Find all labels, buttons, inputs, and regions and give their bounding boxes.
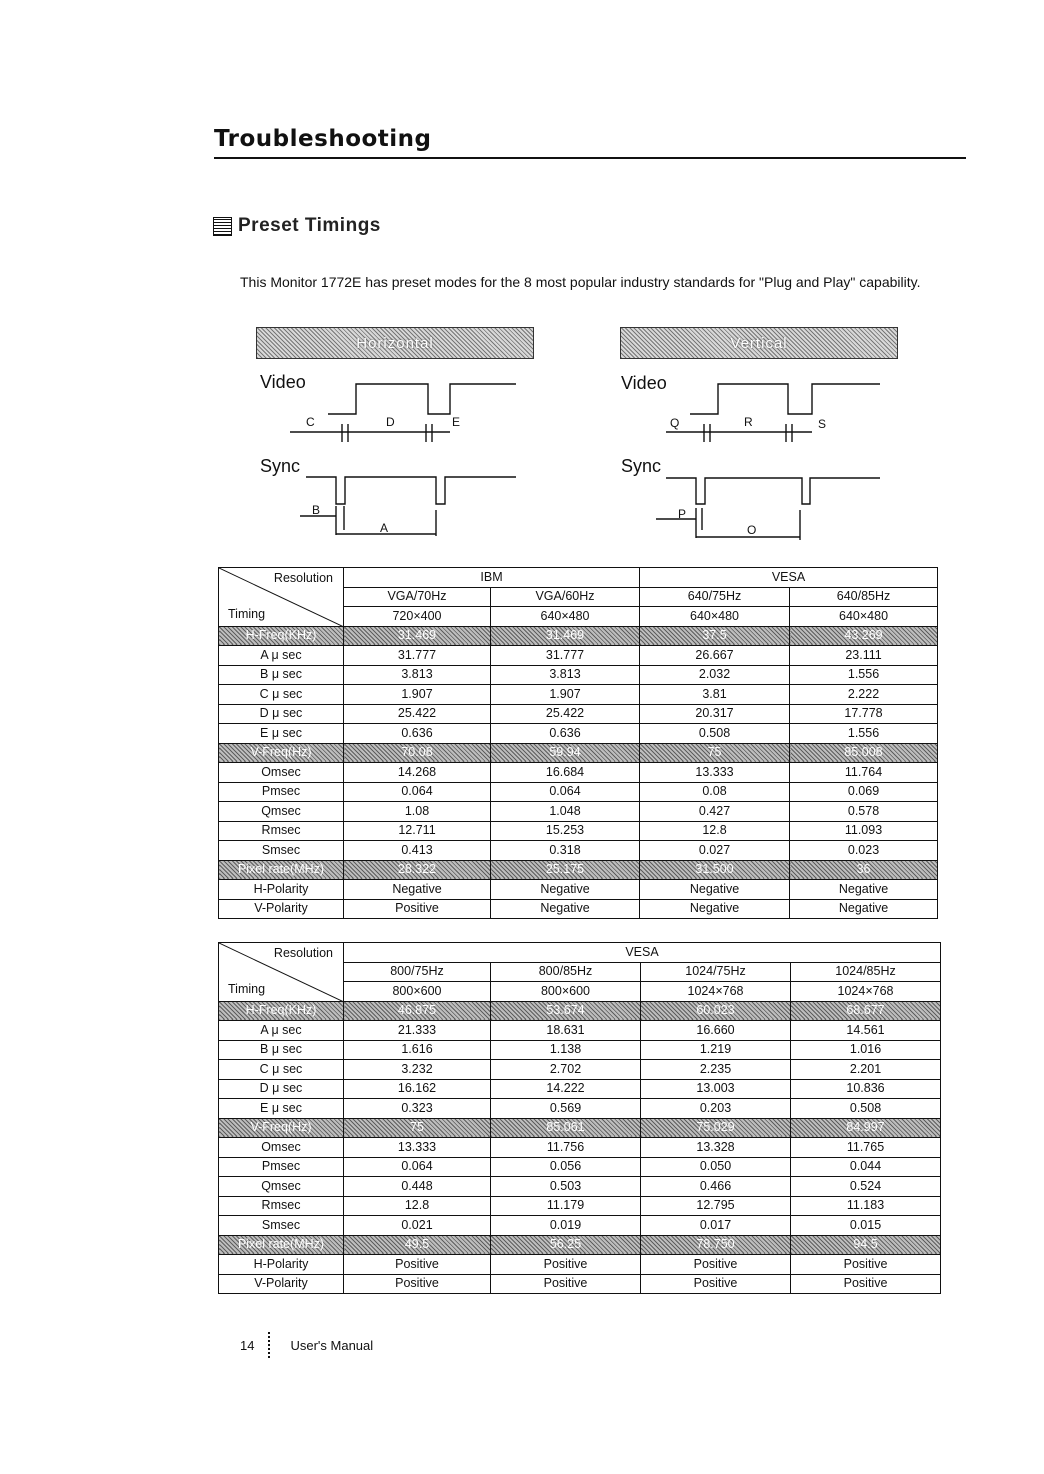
vertical-band-label: Vertical	[730, 334, 788, 352]
table-cell: Negative	[344, 880, 491, 900]
label-b: B	[312, 503, 321, 517]
row-label: H-Polarity	[219, 1255, 344, 1275]
table-cell: 1.016	[791, 1040, 941, 1060]
table-corner	[219, 943, 344, 1002]
vertical-sync-waveform	[666, 478, 880, 504]
table-cell: 0.044	[791, 1157, 941, 1177]
row-label: H-Polarity	[219, 880, 344, 900]
row-label: Pmsec	[219, 782, 344, 802]
table-cell: 2.201	[791, 1060, 941, 1080]
table-cell: 3.813	[491, 665, 640, 685]
table-row	[219, 626, 938, 646]
horizontal-video-label: Video	[260, 372, 306, 392]
table-cell: Negative	[790, 899, 938, 919]
horizontal-timing-diagram	[270, 370, 530, 550]
table-cell: 31.500	[640, 860, 790, 880]
table-cell: 0.064	[491, 782, 640, 802]
horizontal-sync-waveform	[306, 477, 516, 504]
table-row	[219, 704, 938, 724]
table-cell: 3.81	[640, 685, 790, 705]
table-cell: 0.448	[344, 1177, 491, 1197]
table-cell: 0.508	[791, 1099, 941, 1119]
table-cell: 78.750	[641, 1235, 791, 1255]
table-row	[219, 1060, 941, 1080]
vertical-video-waveform	[690, 384, 880, 414]
table-cell: Positive	[641, 1255, 791, 1275]
table-cell: 1.907	[344, 685, 491, 705]
table-cell: 12.711	[344, 821, 491, 841]
title-rule	[214, 157, 966, 159]
horizontal-sync-label: Sync	[260, 456, 301, 476]
table-cell: 16.684	[491, 763, 640, 783]
table-corner	[219, 568, 344, 627]
table-cell: 14.268	[344, 763, 491, 783]
label-d: D	[386, 415, 395, 429]
label-s: S	[818, 417, 827, 431]
table-cell: 0.015	[791, 1216, 941, 1236]
table-row	[219, 685, 938, 705]
table-row	[219, 899, 938, 919]
row-label: E μ sec	[219, 724, 344, 744]
table-row	[219, 880, 938, 900]
table-cell: Negative	[790, 880, 938, 900]
table-cell: 0.578	[790, 802, 938, 822]
mode-header: 640/75Hz	[640, 587, 790, 607]
table-cell: 0.508	[640, 724, 790, 744]
table-cell: 0.569	[491, 1099, 641, 1119]
table-cell: 23.111	[790, 646, 938, 666]
table-cell: 13.333	[344, 1138, 491, 1158]
table-cell: 20.317	[640, 704, 790, 724]
resolution-header: 1024×768	[791, 982, 941, 1002]
table-cell: 11.179	[491, 1196, 641, 1216]
table-cell: 0.318	[491, 841, 640, 861]
mode-header: 640/85Hz	[790, 587, 938, 607]
table-cell: 31.469	[491, 626, 640, 646]
table-cell: 11.764	[790, 763, 938, 783]
mode-header: 800/85Hz	[491, 962, 641, 982]
table-cell: 75.029	[641, 1118, 791, 1138]
table-cell: 2.235	[641, 1060, 791, 1080]
timing-table-1	[218, 567, 938, 919]
table-cell: 16.162	[344, 1079, 491, 1099]
table-cell: 0.019	[491, 1216, 641, 1236]
row-label: Rmsec	[219, 821, 344, 841]
table-cell: 26.667	[640, 646, 790, 666]
table-cell: 14.222	[491, 1079, 641, 1099]
table-cell: Positive	[491, 1274, 641, 1294]
corner-timing-label: Timing	[228, 981, 266, 996]
table-cell: Positive	[344, 1274, 491, 1294]
table-cell: Positive	[791, 1274, 941, 1294]
table-cell: 0.027	[640, 841, 790, 861]
label-e: E	[452, 415, 461, 429]
table-cell: Positive	[641, 1274, 791, 1294]
row-label: Pixel rate(MHz)	[219, 860, 344, 880]
table-cell: Negative	[640, 899, 790, 919]
footer-separator	[268, 1332, 270, 1358]
table-cell: 12.8	[640, 821, 790, 841]
table-cell: Positive	[344, 1255, 491, 1275]
table-cell: 49.5	[344, 1235, 491, 1255]
table-row	[219, 1216, 941, 1236]
table-row	[219, 1021, 941, 1041]
table-cell: 1.556	[790, 665, 938, 685]
table-row	[219, 1001, 941, 1021]
table-cell: 11.765	[791, 1138, 941, 1158]
row-label: H-Freq(KHz)	[219, 1001, 344, 1021]
row-label: E μ sec	[219, 1099, 344, 1119]
table-cell: 59.94	[491, 743, 640, 763]
table-cell: 10.836	[791, 1079, 941, 1099]
table-row	[219, 1040, 941, 1060]
table-row	[219, 860, 938, 880]
table-cell: 25.422	[491, 704, 640, 724]
label-p: P	[678, 507, 687, 521]
manual-label: User's Manual	[290, 1337, 374, 1353]
row-label: Smsec	[219, 841, 344, 861]
table-cell: 15.253	[491, 821, 640, 841]
vertical-video-label: Video	[621, 373, 667, 393]
table-row	[219, 724, 938, 744]
table-row	[219, 821, 938, 841]
table-row	[219, 763, 938, 783]
table-cell: 75	[640, 743, 790, 763]
table-row	[219, 1196, 941, 1216]
table-cell: 1.219	[641, 1040, 791, 1060]
table-row	[219, 646, 938, 666]
table-cell: 0.427	[640, 802, 790, 822]
row-label: Omsec	[219, 763, 344, 783]
table-cell: 0.050	[641, 1157, 791, 1177]
table-row	[219, 743, 938, 763]
row-label: A μ sec	[219, 646, 344, 666]
table-cell: Negative	[491, 899, 640, 919]
table-cell: 31.469	[344, 626, 491, 646]
table-cell: 1.907	[491, 685, 640, 705]
table-row	[219, 1235, 941, 1255]
table-cell: 18.631	[491, 1021, 641, 1041]
row-label: V-Polarity	[219, 1274, 344, 1294]
label-q: Q	[670, 416, 680, 430]
resolution-header: 800×600	[344, 982, 491, 1002]
table-cell: 60.023	[641, 1001, 791, 1021]
vertical-sync-label: Sync	[621, 456, 662, 476]
table-cell: 0.413	[344, 841, 491, 861]
label-a: A	[380, 521, 389, 535]
row-label: B μ sec	[219, 1040, 344, 1060]
resolution-header: 1024×768	[641, 982, 791, 1002]
table-cell: 1.08	[344, 802, 491, 822]
table-cell: 17.778	[790, 704, 938, 724]
table-cell: 94.5	[791, 1235, 941, 1255]
table-cell: 12.8	[344, 1196, 491, 1216]
table-cell: 70.08	[344, 743, 491, 763]
table-cell: 46.875	[344, 1001, 491, 1021]
label-o: O	[747, 523, 757, 537]
table-cell: Positive	[491, 1255, 641, 1275]
row-label: V-Freq(Hz)	[219, 1118, 344, 1138]
table-cell: 2.032	[640, 665, 790, 685]
table-cell: 0.203	[641, 1099, 791, 1119]
mode-header: VGA/60Hz	[491, 587, 640, 607]
table-cell: 0.064	[344, 782, 491, 802]
table-cell: 0.021	[344, 1216, 491, 1236]
table-row	[219, 782, 938, 802]
table-cell: 25.422	[344, 704, 491, 724]
row-label: Omsec	[219, 1138, 344, 1158]
table-cell: 0.466	[641, 1177, 791, 1197]
horizontal-band	[256, 327, 534, 359]
table-cell: 2.222	[790, 685, 938, 705]
table-cell: 0.023	[790, 841, 938, 861]
table-cell: 0.636	[491, 724, 640, 744]
table-row	[219, 1274, 941, 1294]
table-cell: 31.777	[344, 646, 491, 666]
table-row	[219, 1255, 941, 1275]
table-row	[219, 1099, 941, 1119]
table-row	[219, 665, 938, 685]
row-label: Qmsec	[219, 802, 344, 822]
row-label: D μ sec	[219, 1079, 344, 1099]
table-row	[219, 1177, 941, 1197]
group-header: VESA	[640, 568, 938, 588]
mode-header: 1024/75Hz	[641, 962, 791, 982]
label-r: R	[744, 415, 753, 429]
row-label: A μ sec	[219, 1021, 344, 1041]
table-cell: 0.323	[344, 1099, 491, 1119]
resolution-header: 800×600	[491, 982, 641, 1002]
group-header: IBM	[344, 568, 640, 588]
section-heading	[213, 215, 381, 237]
table-cell: 1.048	[491, 802, 640, 822]
table-cell: 0.064	[344, 1157, 491, 1177]
table-cell: 56.25	[491, 1235, 641, 1255]
table-cell: 1.556	[790, 724, 938, 744]
table-cell: 0.503	[491, 1177, 641, 1197]
row-label: V-Polarity	[219, 899, 344, 919]
table-cell: 14.561	[791, 1021, 941, 1041]
table-row	[219, 1118, 941, 1138]
table-row	[219, 1079, 941, 1099]
table-cell: 85.061	[491, 1118, 641, 1138]
table-cell: 1.138	[491, 1040, 641, 1060]
corner-resolution-label: Resolution	[273, 946, 333, 960]
page-title: Troubleshooting	[214, 126, 432, 152]
row-label: B μ sec	[219, 665, 344, 685]
table-cell: Negative	[491, 880, 640, 900]
horizontal-band-label: Horizontal	[356, 334, 434, 352]
table-cell: 75	[344, 1118, 491, 1138]
row-label: C μ sec	[219, 1060, 344, 1080]
table-cell: 1.616	[344, 1040, 491, 1060]
row-label: Pmsec	[219, 1157, 344, 1177]
row-label: Qmsec	[219, 1177, 344, 1197]
table-cell: 12.795	[641, 1196, 791, 1216]
mode-header: VGA/70Hz	[344, 587, 491, 607]
row-label: Pixel rate(MHz)	[219, 1235, 344, 1255]
table-cell: 85.008	[790, 743, 938, 763]
table-cell: 0.524	[791, 1177, 941, 1197]
timing-table-2	[218, 942, 941, 1294]
table-cell: Negative	[640, 880, 790, 900]
table-row	[219, 1157, 941, 1177]
row-label: H-Freq(KHz)	[219, 626, 344, 646]
group-header: VESA	[344, 943, 941, 963]
table-cell: 21.333	[344, 1021, 491, 1041]
resolution-header: 640×480	[640, 607, 790, 627]
row-label: D μ sec	[219, 704, 344, 724]
table-cell: 11.183	[791, 1196, 941, 1216]
table-cell: 0.069	[790, 782, 938, 802]
page-footer	[240, 1332, 373, 1358]
corner-resolution-label: Resolution	[273, 571, 333, 585]
table-row	[219, 1138, 941, 1158]
page-number: 14	[240, 1337, 255, 1353]
table-cell: 84.997	[791, 1118, 941, 1138]
table-row	[219, 841, 938, 861]
table-cell: 11.093	[790, 821, 938, 841]
section-bullet-icon	[213, 217, 232, 236]
table-cell: 3.232	[344, 1060, 491, 1080]
label-c: C	[306, 415, 315, 429]
resolution-header: 640×480	[790, 607, 938, 627]
table-cell: 11.756	[491, 1138, 641, 1158]
row-label: C μ sec	[219, 685, 344, 705]
table-cell: 68.677	[791, 1001, 941, 1021]
mode-header: 800/75Hz	[344, 962, 491, 982]
table-cell: Positive	[344, 899, 491, 919]
table-cell: 0.056	[491, 1157, 641, 1177]
table-cell: 2.702	[491, 1060, 641, 1080]
resolution-header: 720×400	[344, 607, 491, 627]
table-cell: 37.5	[640, 626, 790, 646]
mode-header: 1024/85Hz	[791, 962, 941, 982]
intro-text: This Monitor 1772E has preset modes for the 8 most popular industry standards for "Plug and Play" capability.	[240, 274, 921, 290]
table-cell: 0.08	[640, 782, 790, 802]
table-cell: 0.636	[344, 724, 491, 744]
table-cell: 13.003	[641, 1079, 791, 1099]
table-cell: 28.322	[344, 860, 491, 880]
row-label: V-Freq(Hz)	[219, 743, 344, 763]
table-cell: 3.813	[344, 665, 491, 685]
table-cell: 43.269	[790, 626, 938, 646]
table-cell: 25.175	[491, 860, 640, 880]
table-cell: 53.674	[491, 1001, 641, 1021]
table-cell: 0.017	[641, 1216, 791, 1236]
table-cell: Positive	[791, 1255, 941, 1275]
table-cell: 31.777	[491, 646, 640, 666]
table-cell: 13.328	[641, 1138, 791, 1158]
corner-timing-label: Timing	[228, 606, 266, 621]
table-cell: 13.333	[640, 763, 790, 783]
row-label: Smsec	[219, 1216, 344, 1236]
resolution-header: 640×480	[491, 607, 640, 627]
vertical-timing-diagram	[630, 370, 890, 550]
table-cell: 16.660	[641, 1021, 791, 1041]
row-label: Rmsec	[219, 1196, 344, 1216]
table-cell: 36	[790, 860, 938, 880]
horizontal-video-waveform	[328, 384, 516, 414]
section-title: Preset Timings	[238, 215, 381, 236]
table-row	[219, 802, 938, 822]
vertical-band	[620, 327, 898, 359]
